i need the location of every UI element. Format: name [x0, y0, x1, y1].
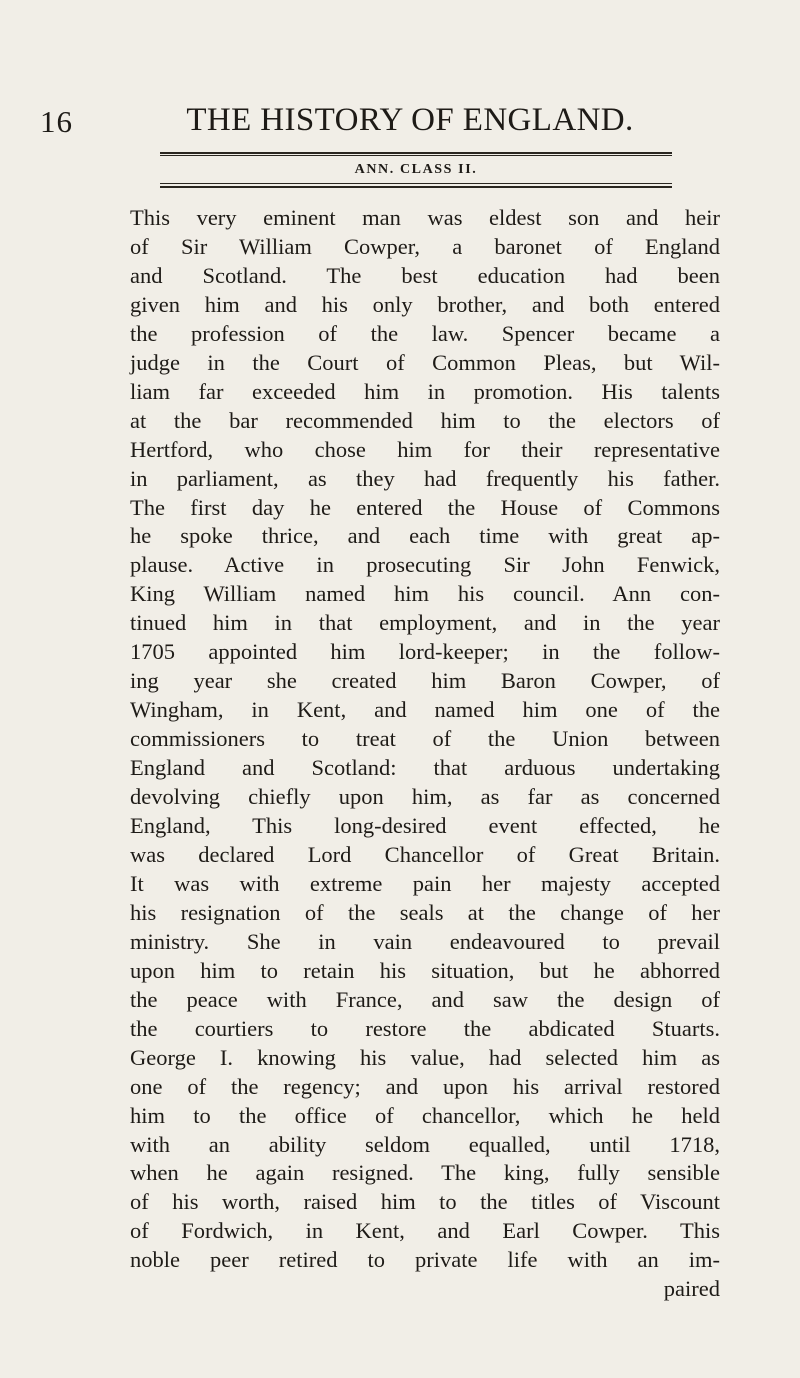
- text-line: commissioners to treat of the Union between: [130, 726, 720, 752]
- top-rule: [160, 152, 672, 154]
- body-text: [130, 204, 720, 1304]
- text-line: George I. knowing his value, had selected him as: [130, 1044, 720, 1070]
- text-line: was declared Lord Chancellor of Great Britain.: [130, 841, 720, 867]
- running-title: THE HISTORY OF ENGLAND.: [186, 102, 634, 138]
- text-line: 1705 appointed him lord-keeper; in the follow-: [130, 639, 720, 665]
- text-line: King William named him his council. Ann con-: [130, 581, 720, 607]
- text-line: ministry. She in vain endeavoured to prevail: [130, 928, 720, 954]
- bottom-rule: [160, 186, 672, 188]
- text-line: he spoke thrice, and each time with great ap-: [130, 523, 720, 549]
- text-line: noble peer retired to private life with an im-: [130, 1247, 720, 1273]
- text-line: ing year she created him Baron Cowper, of: [130, 668, 720, 694]
- text-line: The first day he entered the House of Commons: [130, 494, 720, 520]
- text-line: the profession of the law. Spencer became a: [130, 320, 720, 346]
- text-line: tinued him in that employment, and in the year: [130, 610, 720, 636]
- top-rule-thin: [160, 155, 672, 156]
- bottom-rule-thin: [160, 183, 672, 184]
- text-line: when he again resigned. The king, fully sensible: [130, 1160, 720, 1186]
- text-line: of Sir William Cowper, a baronet of England: [130, 233, 720, 259]
- text-line: upon him to retain his situation, but he abhorred: [130, 957, 720, 983]
- text-line: It was with extreme pain her majesty accepted: [130, 870, 720, 896]
- text-line: of his worth, raised him to the titles of Viscount: [130, 1189, 720, 1215]
- text-line: with an ability seldom equalled, until 1718,: [130, 1131, 720, 1157]
- text-line: Hertford, who chose him for their representative: [130, 436, 720, 462]
- text-line: at the bar recommended him to the electors of: [130, 407, 720, 433]
- text-line: liam far exceeded him in promotion. His talents: [130, 378, 720, 404]
- text-line: given him and his only brother, and both entered: [130, 291, 720, 317]
- text-line: judge in the Court of Common Pleas, but Wil-: [130, 349, 720, 375]
- text-line: Wingham, in Kent, and named him one of the: [130, 697, 720, 723]
- text-line: and Scotland. The best education had been: [130, 262, 720, 288]
- text-line: him to the office of chancellor, which he held: [130, 1102, 720, 1128]
- text-line: England and Scotland: that arduous undertaking: [130, 755, 720, 781]
- text-line: of Fordwich, in Kent, and Earl Cowper. This: [130, 1218, 720, 1244]
- text-line: his resignation of the seals at the change of her: [130, 899, 720, 925]
- text-line: the courtiers to restore the abdicated Stuarts.: [130, 1015, 720, 1041]
- text-line: devolving chiefly upon him, as far as concerned: [130, 784, 720, 810]
- text-line: the peace with France, and saw the design of: [130, 986, 720, 1012]
- text-line: This very eminent man was eldest son and heir: [130, 205, 720, 230]
- text-line: one of the regency; and upon his arrival restored: [130, 1073, 720, 1099]
- text-line: England, This long-desired event effected, he: [130, 813, 720, 839]
- class-heading: ANN. CLASS II.: [354, 162, 478, 177]
- text-line: plause. Active in prosecuting Sir John Fenwick,: [130, 552, 720, 578]
- text-line: in parliament, as they had frequently his father.: [130, 465, 720, 491]
- catchword: paired: [663, 1276, 720, 1302]
- page-number: 16: [40, 104, 73, 139]
